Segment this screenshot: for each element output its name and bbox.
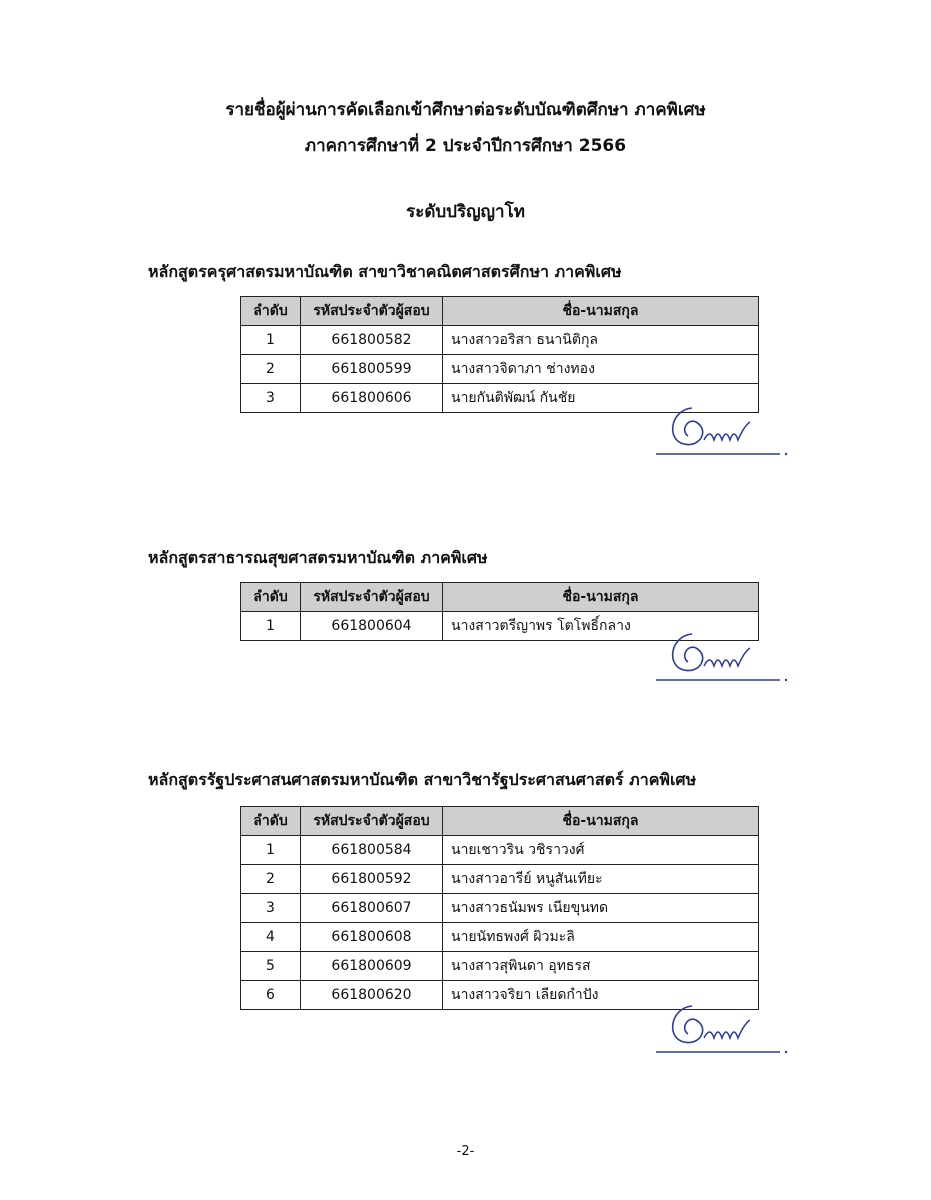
column-header-code: รหัสประจำตัวผู้สอบ <box>301 807 443 836</box>
table-header-row <box>241 583 759 612</box>
cell-order: 1 <box>241 612 301 641</box>
table-row <box>241 355 759 384</box>
cell-code: 661800606 <box>301 384 443 413</box>
signature-mark <box>652 626 792 686</box>
cell-order: 1 <box>241 836 301 865</box>
document-subtitle: ภาคการศึกษาที่ 2 ประจำปีการศึกษา 2566 <box>304 136 627 156</box>
cell-name: นางสาวสุพินดา อุทธรส <box>443 952 759 981</box>
program-title: หลักสูตรครุศาสตรมหาบัณฑิต สาขาวิชาคณิตศาสตรศึกษา ภาคพิเศษ <box>148 262 622 281</box>
table-row <box>241 326 759 355</box>
signature-mark <box>652 400 792 460</box>
cell-name: นางสาวธนัมพร เนียขุนทด <box>443 894 759 923</box>
program-title: หลักสูตรสาธารณสุขศาสตรมหาบัณฑิต ภาคพิเศษ <box>148 548 488 567</box>
cell-name: นางสาวอารีย์ หนูสันเทียะ <box>443 865 759 894</box>
cell-code: 661800609 <box>301 952 443 981</box>
table-row <box>241 923 759 952</box>
cell-order: 3 <box>241 384 301 413</box>
document-title: รายชื่อผู้ผ่านการคัดเลือกเข้าศึกษาต่อระดับบัณฑิตศึกษา ภาคพิเศษ <box>225 100 706 120</box>
cell-code: 661800592 <box>301 865 443 894</box>
column-header-order: ลำดับ <box>241 583 301 612</box>
cell-order: 6 <box>241 981 301 1010</box>
column-header-name: ชื่อ-นามสกุล <box>443 807 759 836</box>
cell-code: 661800608 <box>301 923 443 952</box>
cell-name: นางสาวจิดาภา ช่างทอง <box>443 355 759 384</box>
cell-name: นายกันติพัฒน์ กันชัย <box>443 384 759 413</box>
candidate-table <box>240 296 759 413</box>
program-title: หลักสูตรรัฐประศาสนศาสตรมหาบัณฑิต สาขาวิชารัฐประศาสนศาสตร์ ภาคพิเศษ <box>148 770 697 789</box>
table-row <box>241 952 759 981</box>
cell-name: นางสาวตรีญาพร โตโพธิ์กลาง <box>443 612 759 641</box>
candidate-table <box>240 806 759 1010</box>
cell-order: 5 <box>241 952 301 981</box>
table-header-row <box>241 807 759 836</box>
column-header-name: ชื่อ-นามสกุล <box>443 297 759 326</box>
table-row <box>241 865 759 894</box>
cell-order: 3 <box>241 894 301 923</box>
cell-code: 661800607 <box>301 894 443 923</box>
column-header-name: ชื่อ-นามสกุล <box>443 583 759 612</box>
cell-code: 661800584 <box>301 836 443 865</box>
cell-name: นางสาวจริยา เลียดกำปัง <box>443 981 759 1010</box>
column-header-code: รหัสประจำตัวผู้สอบ <box>301 297 443 326</box>
signature-mark <box>652 998 792 1058</box>
degree-level: ระดับปริญญาโท <box>406 202 525 222</box>
cell-order: 1 <box>241 326 301 355</box>
column-header-order: ลำดับ <box>241 807 301 836</box>
cell-order: 2 <box>241 865 301 894</box>
table-header-row <box>241 297 759 326</box>
cell-code: 661800582 <box>301 326 443 355</box>
cell-code: 661800604 <box>301 612 443 641</box>
cell-name: นายเชาวริน วชิราวงศ์ <box>443 836 759 865</box>
cell-name: นายนัทธพงศ์ ผิวมะลิ <box>443 923 759 952</box>
cell-order: 4 <box>241 923 301 952</box>
page-number: -2- <box>456 1144 475 1159</box>
table-row <box>241 836 759 865</box>
cell-order: 2 <box>241 355 301 384</box>
column-header-order: ลำดับ <box>241 297 301 326</box>
cell-code: 661800599 <box>301 355 443 384</box>
column-header-code: รหัสประจำตัวผู้สอบ <box>301 583 443 612</box>
cell-code: 661800620 <box>301 981 443 1010</box>
table-row <box>241 894 759 923</box>
cell-name: นางสาวอริสา ธนานิติกุล <box>443 326 759 355</box>
